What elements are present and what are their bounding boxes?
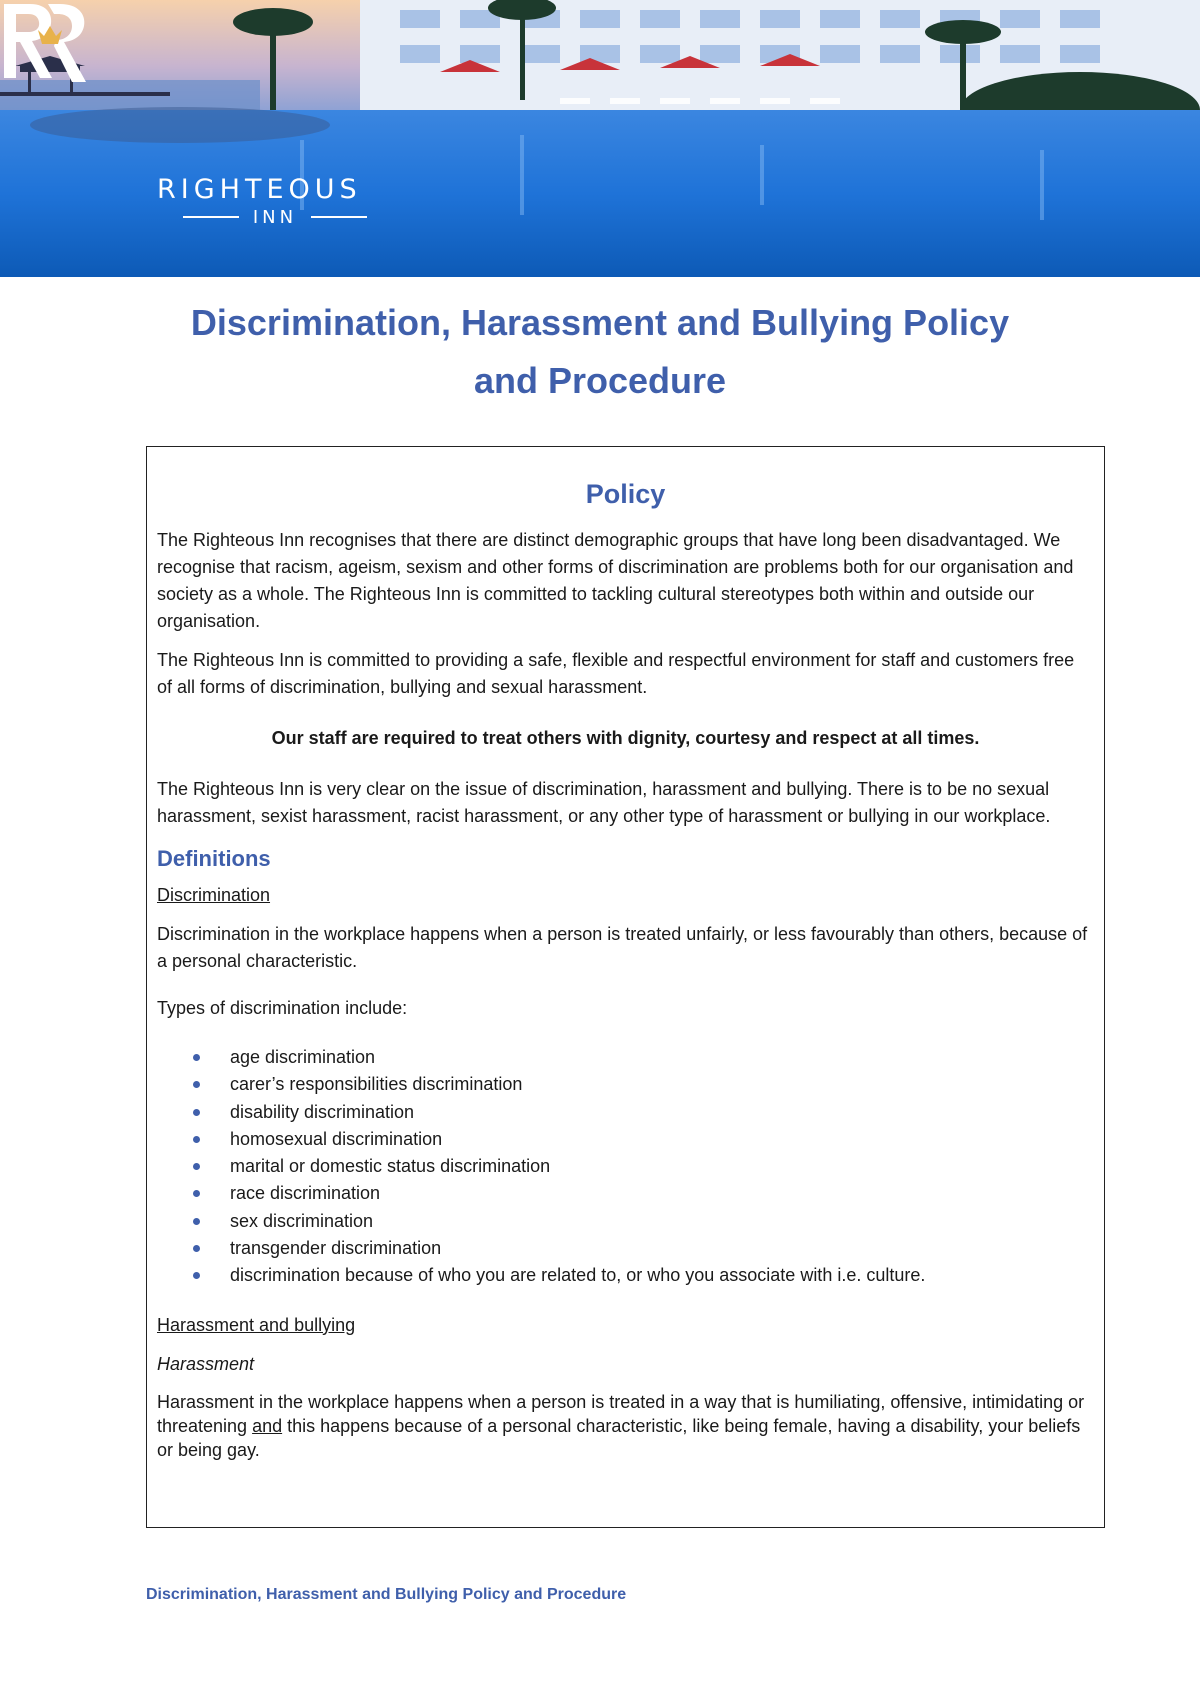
policy-paragraph-1: The Righteous Inn recognises that there are distinct demographic groups that have long been disadvantaged. We recognise that racism, ageism, sexism and other forms of discrimination are problems both for our organisation and society as a whole. The Righteous Inn is committed to tackling cultural stereotypes both within and outside our organisation. — [157, 530, 1074, 631]
policy-box — [146, 446, 1105, 1528]
list-item: sex discrimination — [157, 1208, 1094, 1235]
bullet-icon — [193, 1081, 200, 1088]
policy-emphasis: Our staff are required to treat others with dignity, courtesy and respect at all times. — [271, 728, 980, 748]
list-item: transgender discrimination — [157, 1235, 1094, 1262]
bullet-icon — [193, 1054, 200, 1061]
types-intro: Types of discrimination include: — [157, 998, 408, 1018]
list-item: disability discrimination — [157, 1099, 1094, 1126]
policy-paragraph-3: The Righteous Inn is very clear on the issue of discrimination, harassment and bullying. There is to be no sexual harassment, sexist harassment, racist harassment, or any other type of harassment or bullying in our workplace. — [157, 779, 1051, 826]
bullet-icon — [193, 1136, 200, 1143]
list-item: homosexual discrimination — [157, 1126, 1094, 1153]
list-item: discrimination because of who you are related to, or who you associate with i.e. culture. — [157, 1262, 1094, 1289]
righteous-inn-logo-icon — [0, 0, 100, 86]
harassment-label: Harassment — [157, 1353, 255, 1374]
harassment-bullying-label: Harassment and bullying — [157, 1314, 356, 1335]
bullet-icon — [193, 1163, 200, 1170]
discrimination-label: Discrimination — [157, 885, 271, 905]
page-footer: Discrimination, Harassment and Bullying Policy and Procedure — [146, 1586, 627, 1603]
header-banner — [0, 0, 1200, 277]
bullet-icon — [193, 1272, 200, 1279]
brand-subtitle: INN — [252, 206, 298, 228]
document-title-line-1: Discrimination, Harassment and Bullying Policy — [190, 302, 1010, 343]
harassment-text: Harassment in the workplace happens when a person is treated in a way that is humiliating, offensive, intimidating or threatening and this happens because of a personal characteristic, like being female, having a disability, your beliefs or being gay. — [157, 1391, 1085, 1460]
document-title-line-2: and Procedure — [473, 360, 727, 401]
document-title — [100, 294, 1100, 410]
divider-line — [183, 216, 239, 218]
bullet-icon — [193, 1218, 200, 1225]
list-item: age discrimination — [157, 1044, 1094, 1071]
resort-pool-illustration — [0, 0, 1200, 277]
policy-paragraph-2: The Righteous Inn is committed to providing a safe, flexible and respectful environment for staff and customers free of all forms of discrimination, bullying and sexual harassment. — [157, 650, 1075, 697]
list-item: marital or domestic status discrimination — [157, 1153, 1094, 1180]
divider-line — [311, 216, 367, 218]
bullet-icon — [193, 1190, 200, 1197]
brand-subtitle-row — [160, 205, 390, 229]
bullet-icon — [193, 1245, 200, 1252]
brand-name: RIGHTEOUS — [157, 174, 362, 205]
policy-heading: Policy — [585, 479, 666, 509]
bullet-icon — [193, 1109, 200, 1116]
list-item: race discrimination — [157, 1180, 1094, 1207]
definitions-heading: Definitions — [157, 846, 271, 871]
list-item: carer’s responsibilities discrimination — [157, 1071, 1094, 1098]
discrimination-text: Discrimination in the workplace happens when a person is treated unfairly, or less favourably than others, because of a personal characteristic. — [157, 924, 1088, 971]
discrimination-types-list — [157, 1044, 1094, 1290]
